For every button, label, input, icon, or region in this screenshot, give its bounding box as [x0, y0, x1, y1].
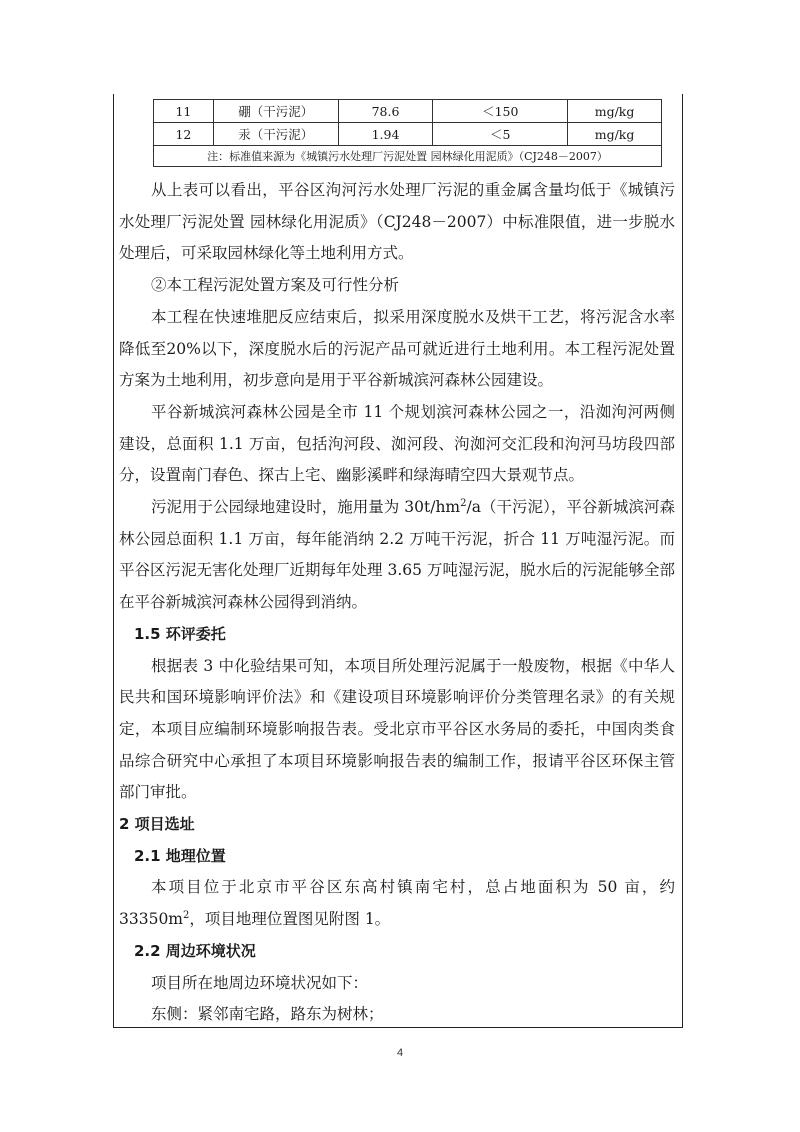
paragraph: 根据表 3 中化验结果可知，本项目所处理污泥属于一般废物，根据《中华人民共和国环境影响评价法》和《建设项目环境影响评价分类管理名录》的有关规定，本项目应编制环境影响报告表。受北京市平谷区水务局的委托，中国肉类食品综合研究中心承担了本项目环境影响报告表的编制工作，报请平谷区环保主管部门审批。 [119, 656, 675, 802]
paragraph [119, 872, 675, 935]
subheading: ②本工程污泥处置方案及可行性分析 [151, 276, 400, 295]
row-item: 硼（干污泥） [213, 100, 338, 123]
row-value: 1.94 [338, 123, 433, 146]
row-item: 汞（干污泥） [213, 123, 338, 146]
section-heading: 2 项目选址 [119, 815, 195, 834]
document-body [119, 175, 675, 1031]
paragraph [119, 492, 675, 619]
text-span: 污泥用于公园绿地建设时，施用量为 30t/hm [151, 498, 461, 517]
page-number: 4 [396, 1047, 404, 1059]
paragraph: 从上表可以看出，平谷区泃河污水处理厂污泥的重金属含量均低于《城镇污水处理厂污泥处置 园林绿化用泥质》（CJ248－2007）中标准限值，进一步脱水处理后，可采取园林绿化等土地利用方式。 [119, 181, 675, 263]
paragraph: 东侧：紧邻南宅路，路东为树林； [151, 1005, 384, 1024]
section-heading: 1.5 环评委托 [134, 624, 226, 643]
text-span: 本项目位于北京市平谷区东高村镇南宅村，总占地面积为 50 亩，约 33350m [119, 878, 675, 929]
table-note-row [154, 146, 662, 167]
row-limit: ＜150 [433, 100, 568, 123]
text-span: ，项目地理位置图见附图 1。 [189, 910, 391, 929]
table-row [154, 100, 662, 123]
table-note: 注：标准值来源为《城镇污水处理厂污泥处置 园林绿化用泥质》（CJ248－2007） [154, 146, 662, 167]
row-limit: ＜5 [433, 123, 568, 146]
table-row [154, 123, 662, 146]
superscript: 2 [183, 910, 190, 922]
row-no: 11 [154, 100, 214, 123]
row-unit: mg/kg [568, 100, 662, 123]
row-no: 12 [154, 123, 214, 146]
paragraph: 项目所在地周边环境状况如下： [151, 973, 369, 992]
section-heading: 2.1 地理位置 [134, 846, 226, 865]
row-value: 78.6 [338, 100, 433, 123]
superscript: 2 [460, 497, 467, 509]
paragraph: 平谷新城滨河森林公园是全市 11 个规划滨河森林公园之一，沿洳泃河两侧建设，总面积 1.1 万亩，包括泃河段、洳河段、泃洳河交汇段和泃河马坊段四部分，设置南门春色、探古上宅、幽影溪畔和绿海晴空四大景观节点。 [119, 402, 675, 485]
paragraph: 本工程在快速堆肥反应结束后，拟采用深度脱水及烘干工艺，将污泥含水率降低至20%以下，深度脱水后的污泥产品可就近进行土地利用。本工程污泥处置方案为土地利用，初步意向是用于平谷新城滨河森林公园建设。 [119, 307, 675, 390]
text-span: /a（干污泥），平谷新城滨河森林公园总面积 1.1 万亩，每年能消纳 2.2 万吨干污泥，折合 11 万吨湿污泥。而平谷区污泥无害化处理厂近期每年处理 3.65 万吨湿污泥，脱水后的污泥能够全部在平谷新城滨河森林公园得到消纳。 [119, 498, 675, 612]
row-unit: mg/kg [568, 123, 662, 146]
section-heading: 2.2 周边环境状况 [134, 941, 256, 960]
standard-table [153, 99, 662, 167]
